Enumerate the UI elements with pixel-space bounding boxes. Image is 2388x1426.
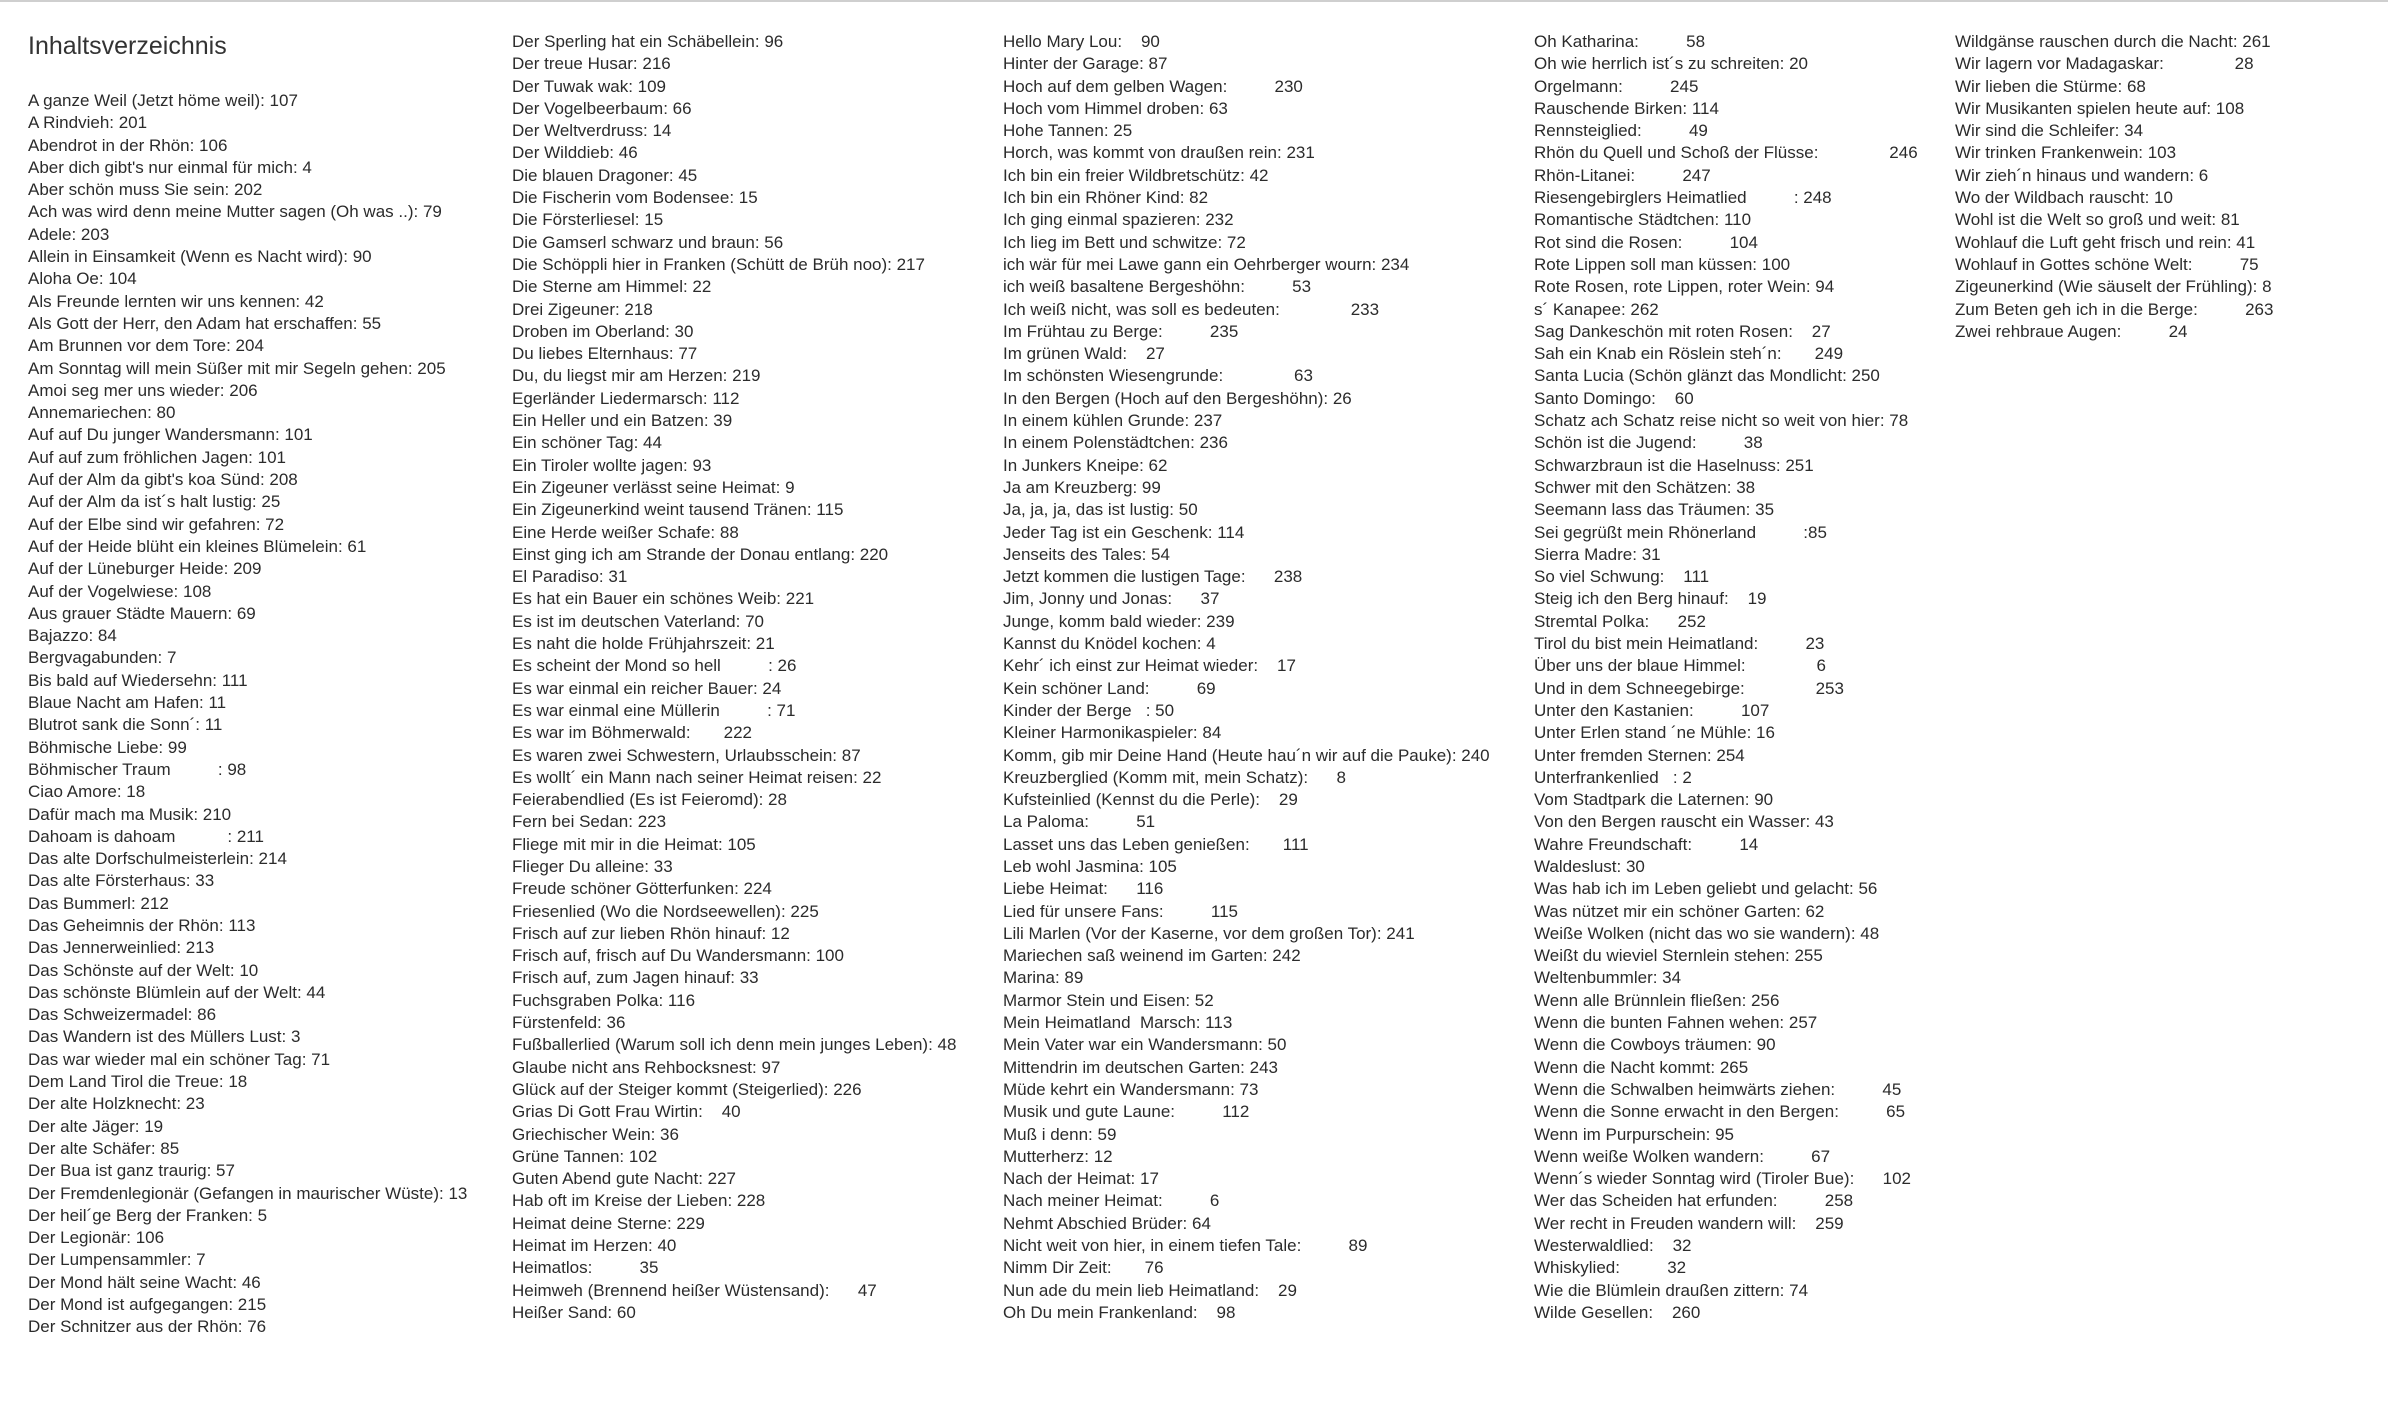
index-entry: Nun ade du mein lieb Heimatland: 29 — [1003, 1280, 1297, 1300]
index-entry: Nimm Dir Zeit: 76 — [1003, 1258, 1164, 1278]
index-entry: Fern bei Sedan: 223 — [512, 812, 667, 832]
index-entry: Ich weiß nicht, was soll es bedeuten: 233 — [1003, 299, 1380, 319]
index-entry: Oh Du mein Frankenland: 98 — [1003, 1302, 1236, 1322]
index-entry: Lasset uns das Leben genießen: 111 — [1003, 834, 1309, 854]
index-entry: Fürstenfeld: 36 — [512, 1013, 626, 1033]
index-entry: Heimat im Herzen: 40 — [512, 1236, 677, 1256]
index-entry: In einem Polenstädtchen: 236 — [1003, 433, 1228, 453]
index-entry: Wenn alle Brünnlein fließen: 256 — [1534, 990, 1780, 1010]
index-entry: Weiße Wolken (nicht das wo sie wandern): 48 — [1534, 923, 1880, 943]
index-entry: Ja, ja, ja, das ist lustig: 50 — [1003, 500, 1198, 520]
index-entry: Komm, gib mir Deine Hand (Heute hau´n wir auf die Pauke): 240 — [1003, 745, 1490, 765]
index-entry: Der heil´ge Berg der Franken: 5 — [28, 1205, 268, 1225]
index-entry: Du liebes Elternhaus: 77 — [512, 344, 698, 364]
index-entry: Tirol du bist mein Heimatland: 23 — [1534, 634, 1825, 654]
index-entry: Wo der Wildbach rauscht: 10 — [1955, 188, 2173, 208]
index-entry: Sierra Madre: 31 — [1534, 544, 1661, 564]
index-entry: In Junkers Kneipe: 62 — [1003, 455, 1168, 475]
index-entry: Nach meiner Heimat: 6 — [1003, 1191, 1220, 1211]
index-entry: Aber dich gibt's nur einmal für mich: 4 — [28, 157, 312, 177]
index-entry: Kreuzberglied (Komm mit, mein Schatz): 8 — [1003, 767, 1346, 787]
index-entry: Fuchsgraben Polka: 116 — [512, 990, 696, 1010]
index-entry: Es ist im deutschen Vaterland: 70 — [512, 611, 764, 631]
index-entry: Was nützet mir ein schöner Garten: 62 — [1534, 901, 1825, 921]
index-entry: Schwer mit den Schätzen: 38 — [1534, 477, 1756, 497]
index-entry: Liebe Heimat: 116 — [1003, 879, 1164, 899]
index-entry: Kinder der Berge : 50 — [1003, 700, 1175, 720]
index-entry: Der Lumpensammler: 7 — [28, 1250, 206, 1270]
index-entry: Es hat ein Bauer ein schönes Weib: 221 — [512, 589, 815, 609]
index-entry: Blutrot sank die Sonn´: 11 — [28, 715, 223, 735]
index-entry: Es wollt´ ein Mann nach seiner Heimat reisen: 22 — [512, 767, 882, 787]
index-entry: ich weiß basaltene Bergeshöhn: 53 — [1003, 277, 1312, 297]
index-entry: Unter Erlen stand ´ne Mühle: 16 — [1534, 723, 1775, 743]
index-entry: Kleiner Harmonikaspieler: 84 — [1003, 723, 1222, 743]
index-entry: Rot sind die Rosen: 104 — [1534, 232, 1758, 252]
index-entry: El Paradiso: 31 — [512, 567, 628, 587]
index-entry: Das alte Dorfschulmeisterlein: 214 — [28, 849, 287, 869]
index-entry: Zwei rehbraue Augen: 24 — [1955, 321, 2188, 341]
index-entry: Zigeunerkind (Wie säuselt der Frühling): 8 — [1955, 277, 2272, 297]
index-entry: Über uns der blaue Himmel: 6 — [1534, 656, 1826, 676]
index-entry: Seemann lass das Träumen: 35 — [1534, 500, 1775, 520]
index-entry: Bergvagabunden: 7 — [28, 648, 177, 668]
index-entry: Oh Katharina: 58 — [1534, 32, 1706, 51]
index-entry: Was hab ich im Leben geliebt und gelacht: 56 — [1534, 879, 1878, 899]
index-entry: A ganze Weil (Jetzt höme weil): 107 — [28, 91, 298, 110]
index-entry: Nehmt Abschied Brüder: 64 — [1003, 1213, 1211, 1233]
index-entry: Rote Rosen, rote Lippen, roter Wein: 94 — [1534, 277, 1835, 297]
index-entry: Hinter der Garage: 87 — [1003, 54, 1168, 74]
index-entry: Kannst du Knödel kochen: 4 — [1003, 634, 1216, 654]
index-entry: Ich bin ein freier Wildbretschütz: 42 — [1003, 165, 1269, 185]
index-entry: A Rindvieh: 201 — [28, 113, 148, 133]
index-entry: Kehr´ ich einst zur Heimat wieder: 17 — [1003, 656, 1296, 676]
index-entry: Rennsteiglied: 49 — [1534, 121, 1708, 141]
index-entry: Lili Marlen (Vor der Kaserne, vor dem großen Tor): 241 — [1003, 923, 1415, 943]
index-entry: Drei Zigeuner: 218 — [512, 299, 653, 319]
index-entry: Aloha Oe: 104 — [28, 269, 137, 289]
index-entry: Rhön-Litanei: 247 — [1534, 165, 1711, 185]
index-entry: Hello Mary Lou: 90 — [1003, 32, 1160, 51]
index-entry: Hoch vom Himmel droben: 63 — [1003, 98, 1228, 118]
index-entry: Dem Land Tirol die Treue: 18 — [28, 1072, 248, 1092]
index-entry: Grüne Tannen: 102 — [512, 1146, 658, 1166]
index-entry: Es war im Böhmerwald: 222 — [512, 723, 752, 743]
index-entry: Vom Stadtpark die Laternen: 90 — [1534, 790, 1774, 810]
index-entry: Adele: 203 — [28, 224, 110, 244]
index-entry: Ein Heller und ein Batzen: 39 — [512, 411, 733, 431]
index-entry: Das Geheimnis der Rhön: 113 — [28, 915, 256, 935]
index-entry: Mittendrin im deutschen Garten: 243 — [1003, 1057, 1278, 1077]
index-entry: Whiskylied: 32 — [1534, 1258, 1687, 1278]
index-entry: Rauschende Birken: 114 — [1534, 98, 1719, 118]
index-entry: Ich lieg im Bett und schwitze: 72 — [1003, 232, 1246, 252]
index-entry: Und in dem Schneegebirge: 253 — [1534, 678, 1844, 698]
index-entry: Junge, komm bald wieder: 239 — [1003, 611, 1235, 631]
index-entry: Auf der Lüneburger Heide: 209 — [28, 559, 262, 579]
index-entry: Das war wieder mal ein schöner Tag: 71 — [28, 1049, 331, 1069]
index-entry: Rhön du Quell und Schoß der Flüsse: 246 — [1534, 143, 1918, 163]
index-entry: Griechischer Wein: 36 — [512, 1124, 679, 1144]
index-entry: Auf auf Du junger Wandersmann: 101 — [28, 425, 313, 445]
index-entry: Es scheint der Mond so hell : 26 — [512, 656, 797, 676]
index-entry: Ein Tiroler wollte jagen: 93 — [512, 455, 712, 475]
index-entry: Wer das Scheiden hat erfunden: 258 — [1534, 1191, 1854, 1211]
index-entry: Weltenbummler: 34 — [1534, 968, 1682, 988]
index-entry: Wenn´s wieder Sonntag wird (Tiroler Bue): 102 — [1534, 1169, 1911, 1189]
index-entry: Waldeslust: 30 — [1534, 856, 1645, 876]
index-entry: Der alte Holzknecht: 23 — [28, 1094, 205, 1114]
index-entry: Auf auf zum fröhlichen Jagen: 101 — [28, 447, 286, 467]
index-entry: Wildgänse rauschen durch die Nacht: 261 — [1955, 32, 2271, 51]
index-entry: Bis bald auf Wiedersehn: 111 — [28, 670, 248, 690]
index-entry: Frisch auf, frisch auf Du Wandersmann: 100 — [512, 946, 844, 966]
index-entry: Ja am Kreuzberg: 99 — [1003, 477, 1161, 497]
index-entry: Am Brunnen vor dem Tore: 204 — [28, 336, 264, 356]
index-entry: Böhmischer Traum : 98 — [28, 759, 247, 779]
index-entry: Auf der Alm da ist´s halt lustig: 25 — [28, 492, 281, 512]
index-entry: Allein in Einsamkeit (Wenn es Nacht wird): 90 — [28, 247, 372, 267]
index-entry: Hab oft im Kreise der Lieben: 228 — [512, 1191, 766, 1211]
index-entry: Mein Vater war ein Wandersmann: 50 — [1003, 1035, 1287, 1055]
index-entry: Kein schöner Land: 69 — [1003, 678, 1216, 698]
index-entry: Hohe Tannen: 25 — [1003, 121, 1133, 141]
index-entry: Frisch auf, zum Jagen hinauf: 33 — [512, 968, 759, 988]
index-entry: Kufsteinlied (Kennst du die Perle): 29 — [1003, 790, 1298, 810]
index-entry: Ich bin ein Rhöner Kind: 82 — [1003, 188, 1209, 208]
index-entry: Das schönste Blümlein auf der Welt: 44 — [28, 982, 326, 1002]
index-entry: Wenn im Purpurschein: 95 — [1534, 1124, 1735, 1144]
index-entry: Wenn die bunten Fahnen wehen: 257 — [1534, 1013, 1818, 1033]
page-title: Inhaltsverzeichnis — [28, 32, 227, 60]
index-entry: Guten Abend gute Nacht: 227 — [512, 1169, 737, 1189]
index-entry: Wir sind die Schleifer: 34 — [1955, 121, 2144, 141]
index-entry: Steig ich den Berg hinauf: 19 — [1534, 589, 1767, 609]
index-entry: Als Gott der Herr, den Adam hat erschaffen: 55 — [28, 313, 382, 333]
index-column-4 — [1534, 31, 1918, 1324]
index-entry: Schatz ach Schatz reise nicht so weit von hier: 78 — [1534, 411, 1909, 431]
index-entry: Heimat deine Sterne: 229 — [512, 1213, 705, 1233]
index-entry: In einem kühlen Grunde: 237 — [1003, 411, 1223, 431]
index-entry: Wir Musikanten spielen heute auf: 108 — [1955, 98, 2245, 118]
index-entry: Die blauen Dragoner: 45 — [512, 165, 698, 185]
index-entry: Das Schweizermadel: 86 — [28, 1005, 217, 1025]
index-entry: Sah ein Knab ein Röslein steh´n: 249 — [1534, 344, 1844, 364]
index-entry: Das Bummerl: 212 — [28, 893, 169, 913]
index-entry: Fliege mit mir in die Heimat: 105 — [512, 834, 756, 854]
index-entry: Nicht weit von hier, in einem tiefen Tale: 89 — [1003, 1236, 1368, 1256]
index-entry: Das Wandern ist des Müllers Lust: 3 — [28, 1027, 301, 1047]
index-entry: Wenn die Cowboys träumen: 90 — [1534, 1035, 1776, 1055]
index-entry: Sag Dankeschön mit roten Rosen: 27 — [1534, 321, 1831, 341]
index-entry: Annemariechen: 80 — [28, 403, 176, 423]
index-entry: Wie die Blümlein draußen zittern: 74 — [1534, 1280, 1809, 1300]
index-entry: Wir lagern vor Madagaskar: 28 — [1955, 54, 2254, 74]
index-entry: Schwarzbraun ist die Haselnuss: 251 — [1534, 455, 1814, 475]
index-entry: Auf der Alm da gibt's koa Sünd: 208 — [28, 470, 298, 490]
index-entry: Rote Lippen soll man küssen: 100 — [1534, 254, 1791, 274]
index-entry: Ein schöner Tag: 44 — [512, 433, 662, 453]
index-entry: Orgelmann: 245 — [1534, 76, 1699, 96]
index-entry: s´ Kanapee: 262 — [1534, 299, 1659, 319]
index-entry: Schön ist die Jugend: 38 — [1534, 433, 1763, 453]
index-column-1 — [28, 90, 467, 1339]
index-entry: Sei gegrüßt mein Rhönerland :85 — [1534, 522, 1827, 542]
index-entry: Ach was wird denn meine Mutter sagen (Oh was ..): 79 — [28, 202, 442, 222]
index-entry: Auf der Elbe sind wir gefahren: 72 — [28, 514, 285, 534]
index-entry: So viel Schwung: 111 — [1534, 567, 1710, 587]
index-entry: Wenn die Nacht kommt: 265 — [1534, 1057, 1749, 1077]
index-entry: Müde kehrt ein Wandersmann: 73 — [1003, 1079, 1259, 1099]
index-entry: Als Freunde lernten wir uns kennen: 42 — [28, 291, 324, 311]
index-entry: Der Weltverdruss: 14 — [512, 121, 672, 141]
index-entry: Es war einmal ein reicher Bauer: 24 — [512, 678, 782, 698]
index-entry: Mutterherz: 12 — [1003, 1146, 1113, 1166]
index-entry: Santa Lucia (Schön glänzt das Mondlicht: 250 — [1534, 366, 1880, 386]
index-entry: Abendrot in der Rhön: 106 — [28, 135, 228, 155]
index-entry: Jenseits des Tales: 54 — [1003, 544, 1170, 564]
index-entry: Friesenlied (Wo die Nordseewellen): 225 — [512, 901, 819, 921]
index-entry: Am Sonntag will mein Süßer mit mir Segeln gehen: 205 — [28, 358, 446, 378]
index-entry: Wohlauf in Gottes schöne Welt: 75 — [1955, 254, 2259, 274]
index-entry: Unterfrankenlied : 2 — [1534, 767, 1692, 787]
index-entry: La Paloma: 51 — [1003, 812, 1156, 832]
index-entry: Jetzt kommen die lustigen Tage: 238 — [1003, 567, 1303, 587]
index-entry: Du, du liegst mir am Herzen: 219 — [512, 366, 761, 386]
index-entry: Stremtal Polka: 252 — [1534, 611, 1706, 631]
index-entry: Wilde Gesellen: 260 — [1534, 1302, 1701, 1322]
index-entry: Droben im Oberland: 30 — [512, 321, 694, 341]
index-entry: Leb wohl Jasmina: 105 — [1003, 856, 1177, 876]
index-entry: Marmor Stein und Eisen: 52 — [1003, 990, 1214, 1010]
index-entry: Wir trinken Frankenwein: 103 — [1955, 143, 2177, 163]
index-entry: Die Försterliesel: 15 — [512, 210, 664, 230]
index-entry: Böhmische Liebe: 99 — [28, 737, 187, 757]
index-entry: Blaue Nacht am Hafen: 11 — [28, 693, 227, 713]
index-entry: Es naht die holde Frühjahrszeit: 21 — [512, 634, 775, 654]
index-entry: Die Sterne am Himmel: 22 — [512, 277, 712, 297]
index-entry: Romantische Städtchen: 110 — [1534, 210, 1752, 230]
index-entry: Der Sperling hat ein Schäbellein: 96 — [512, 32, 784, 51]
index-entry: Von den Bergen rauscht ein Wasser: 43 — [1534, 812, 1834, 832]
index-entry: Aber schön muss Sie sein: 202 — [28, 180, 263, 200]
index-entry: Muß i denn: 59 — [1003, 1124, 1117, 1144]
index-entry: In den Bergen (Hoch auf den Bergeshöhn): 26 — [1003, 388, 1352, 408]
index-entry: Amoi seg mer uns wieder: 206 — [28, 380, 258, 400]
index-entry: Der Mond hält seine Wacht: 46 — [28, 1272, 261, 1292]
index-entry: Der Wilddieb: 46 — [512, 143, 638, 163]
index-entry: Aus grauer Städte Mauern: 69 — [28, 603, 256, 623]
index-entry: Mariechen saß weinend im Garten: 242 — [1003, 946, 1301, 966]
index-entry: Wer recht in Freuden wandern will: 259 — [1534, 1213, 1844, 1233]
index-entry: Das alte Försterhaus: 33 — [28, 871, 215, 891]
index-column-3 — [1003, 31, 1490, 1324]
index-entry: Jeder Tag ist ein Geschenk: 114 — [1003, 522, 1245, 542]
index-entry: Einst ging ich am Strande der Donau entlang: 220 — [512, 544, 889, 564]
index-entry: Wir lieben die Stürme: 68 — [1955, 76, 2146, 96]
index-entry: Die Fischerin vom Bodensee: 15 — [512, 188, 758, 208]
index-entry: Egerländer Liedermarsch: 112 — [512, 388, 740, 408]
index-entry: Der Schnitzer aus der Rhön: 76 — [28, 1317, 267, 1337]
index-entry: Der Vogelbeerbaum: 66 — [512, 98, 692, 118]
index-entry: Unter fremden Sternen: 254 — [1534, 745, 1745, 765]
index-entry: Riesengebirglers Heimatlied : 248 — [1534, 188, 1832, 208]
index-entry: Wir zieh´n hinaus und wandern: 6 — [1955, 165, 2209, 185]
index-column-2 — [512, 31, 956, 1324]
index-entry: Im grünen Wald: 27 — [1003, 344, 1165, 364]
index-entry: Die Schöppli hier in Franken (Schütt de Brüh noo): 217 — [512, 254, 925, 274]
index-column-5 — [1955, 31, 2273, 343]
index-entry: Nach der Heimat: 17 — [1003, 1169, 1159, 1189]
index-entry: Wenn die Sonne erwacht in den Bergen: 65 — [1534, 1102, 1906, 1122]
index-entry: Fußballerlied (Warum soll ich denn mein junges Leben): 48 — [512, 1035, 957, 1055]
index-entry: Ein Zigeuner verlässt seine Heimat: 9 — [512, 477, 795, 497]
index-entry: Oh wie herrlich ist´s zu schreiten: 20 — [1534, 54, 1808, 74]
index-entry: Wohlauf die Luft geht frisch und rein: 41 — [1955, 232, 2256, 252]
index-entry: Horch, was kommt von draußen rein: 231 — [1003, 143, 1315, 163]
index-entry: Heimatlos: 35 — [512, 1258, 659, 1278]
index-entry: Bajazzo: 84 — [28, 626, 117, 646]
index-entry: Das Jennerweinlied: 213 — [28, 938, 215, 958]
index-entry: ich wär für mei Lawe gann ein Oehrberger wourn: 234 — [1003, 254, 1410, 274]
index-entry: Der Mond ist aufgegangen: 215 — [28, 1295, 267, 1315]
index-entry: Der Fremdenlegionär (Gefangen in maurischer Wüste): 13 — [28, 1183, 468, 1203]
index-entry: Marina: 89 — [1003, 968, 1084, 988]
index-entry: Grias Di Gott Frau Wirtin: 40 — [512, 1102, 741, 1122]
index-entry: Ciao Amore: 18 — [28, 782, 146, 802]
index-entry: Dafür mach ma Musik: 210 — [28, 804, 232, 824]
index-entry: Jim, Jonny und Jonas: 37 — [1003, 589, 1220, 609]
index-entry: Hoch auf dem gelben Wagen: 230 — [1003, 76, 1303, 96]
index-entry: Frisch auf zur lieben Rhön hinauf: 12 — [512, 923, 790, 943]
index-entry: Ich ging einmal spazieren: 232 — [1003, 210, 1234, 230]
top-divider — [0, 0, 2388, 2]
index-entry: Santo Domingo: 60 — [1534, 388, 1694, 408]
index-entry: Das Schönste auf der Welt: 10 — [28, 960, 259, 980]
index-entry: Der treue Husar: 216 — [512, 54, 671, 74]
index-entry: Der Bua ist ganz traurig: 57 — [28, 1161, 235, 1181]
index-entry: Musik und gute Laune: 112 — [1003, 1102, 1250, 1122]
index-entry: Der Legionär: 106 — [28, 1228, 165, 1248]
index-entry: Westerwaldlied: 32 — [1534, 1236, 1692, 1256]
index-entry: Heißer Sand: 60 — [512, 1302, 636, 1322]
index-entry: Feierabendlied (Es ist Feieromd): 28 — [512, 790, 787, 810]
index-entry: Lied für unsere Fans: 115 — [1003, 901, 1238, 921]
index-entry: Dahoam is dahoam : 211 — [28, 826, 264, 846]
index-entry: Im schönsten Wiesengrunde: 63 — [1003, 366, 1313, 386]
index-entry: Glück auf der Steiger kommt (Steigerlied): 226 — [512, 1079, 862, 1099]
index-entry: Wenn die Schwalben heimwärts ziehen: 45 — [1534, 1079, 1902, 1099]
index-entry: Freude schöner Götterfunken: 224 — [512, 879, 772, 899]
index-entry: Heimweh (Brennend heißer Wüstensand): 47 — [512, 1280, 877, 1300]
index-entry: Die Gamserl schwarz und braun: 56 — [512, 232, 784, 252]
index-entry: Im Frühtau zu Berge: 235 — [1003, 321, 1239, 341]
index-entry: Unter den Kastanien: 107 — [1534, 700, 1770, 720]
index-entry: Wenn weiße Wolken wandern: 67 — [1534, 1146, 1831, 1166]
index-entry: Auf der Heide blüht ein kleines Blümelein: 61 — [28, 536, 367, 556]
index-entry: Eine Herde weißer Schafe: 88 — [512, 522, 739, 542]
index-entry: Der Tuwak wak: 109 — [512, 76, 667, 96]
index-entry: Auf der Vogelwiese: 108 — [28, 581, 212, 601]
index-entry: Wahre Freundschaft: 14 — [1534, 834, 1759, 854]
index-entry: Mein Heimatland Marsch: 113 — [1003, 1013, 1233, 1033]
index-entry: Wohl ist die Welt so groß und weit: 81 — [1955, 210, 2240, 230]
index-entry: Glaube nicht ans Rehbocksnest: 97 — [512, 1057, 781, 1077]
index-entry: Der alte Jäger: 19 — [28, 1116, 164, 1136]
index-entry: Der alte Schäfer: 85 — [28, 1138, 180, 1158]
index-entry: Ein Zigeunerkind weint tausend Tränen: 115 — [512, 500, 844, 520]
index-entry: Es war einmal eine Müllerin : 71 — [512, 700, 796, 720]
index-entry: Zum Beten geh ich in die Berge: 263 — [1955, 299, 2274, 319]
index-entry: Weißt du wieviel Sternlein stehen: 255 — [1534, 946, 1823, 966]
index-entry: Flieger Du alleine: 33 — [512, 856, 673, 876]
index-entry: Es waren zwei Schwestern, Urlaubsschein: 87 — [512, 745, 861, 765]
